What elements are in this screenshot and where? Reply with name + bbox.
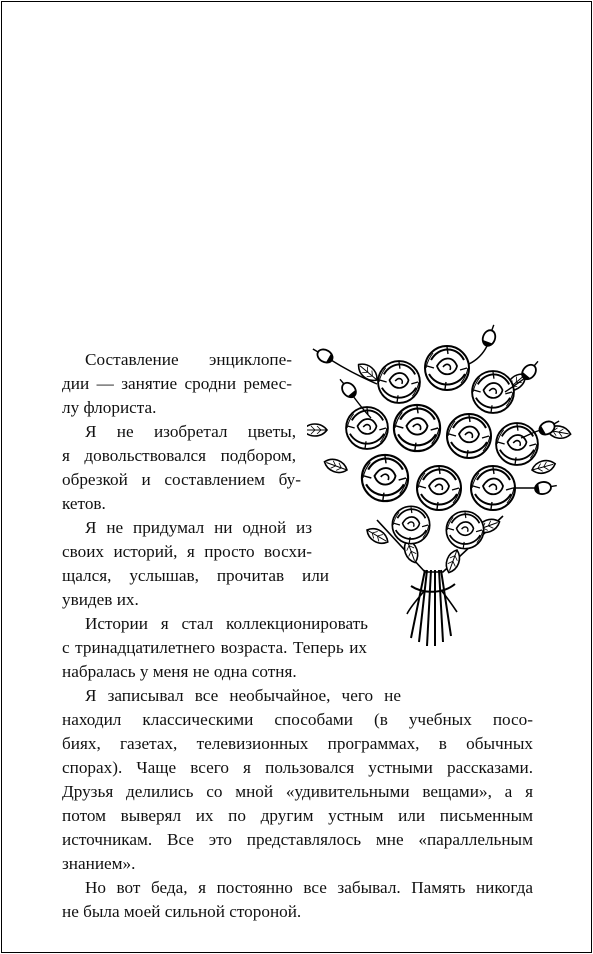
text-line: кетов. (62, 494, 106, 513)
rose-bouquet-icon (307, 320, 572, 650)
text-line: потом выверял их по другим устным или письменным (62, 806, 533, 825)
text-line: с тринадцатилетнего возраста. Теперь их (62, 638, 367, 657)
text-line: Я не придумал ни одной из (85, 518, 312, 537)
text-line: я довольствовался подбором, (62, 446, 296, 465)
text-line: Я записывал все необычайное, чего не (85, 686, 401, 705)
text-line: дии — занятие сродни ремес- (62, 374, 292, 393)
text-line: увидев их. (62, 590, 139, 609)
text-line: щался, услышав, прочитав или (62, 566, 329, 585)
text-line: источникам. Все это представлялось мне «параллельным (62, 830, 533, 849)
text-line: Но вот беда, я постоянно все забывал. Память никогда (85, 878, 533, 897)
text-line: знанием». (62, 854, 136, 873)
text-line: Истории я стал коллекционировать (85, 614, 368, 633)
book-page (1, 1, 592, 953)
text-line: набралась у меня не одна сотня. (62, 662, 297, 681)
text-line: лу флориста. (62, 398, 157, 417)
text-line: Друзья делились со мной «удивительными вещами», а я (62, 782, 533, 801)
text-line: обрезкой и составлением бу- (62, 470, 301, 489)
text-line: биях, газетах, телевизионных программах, в обычных (62, 734, 533, 753)
text-line: спорах). Чаще всего я пользовался устными рассказами. (62, 758, 533, 777)
text-line: Составление энциклопе- (85, 350, 292, 369)
text-line: находил классическими способами (в учебных посо- (62, 710, 533, 729)
text-line: своих историй, я просто восхи- (62, 542, 312, 561)
text-line: Я не изобретал цветы, (85, 422, 296, 441)
text-line: не была моей сильной стороной. (62, 902, 302, 921)
